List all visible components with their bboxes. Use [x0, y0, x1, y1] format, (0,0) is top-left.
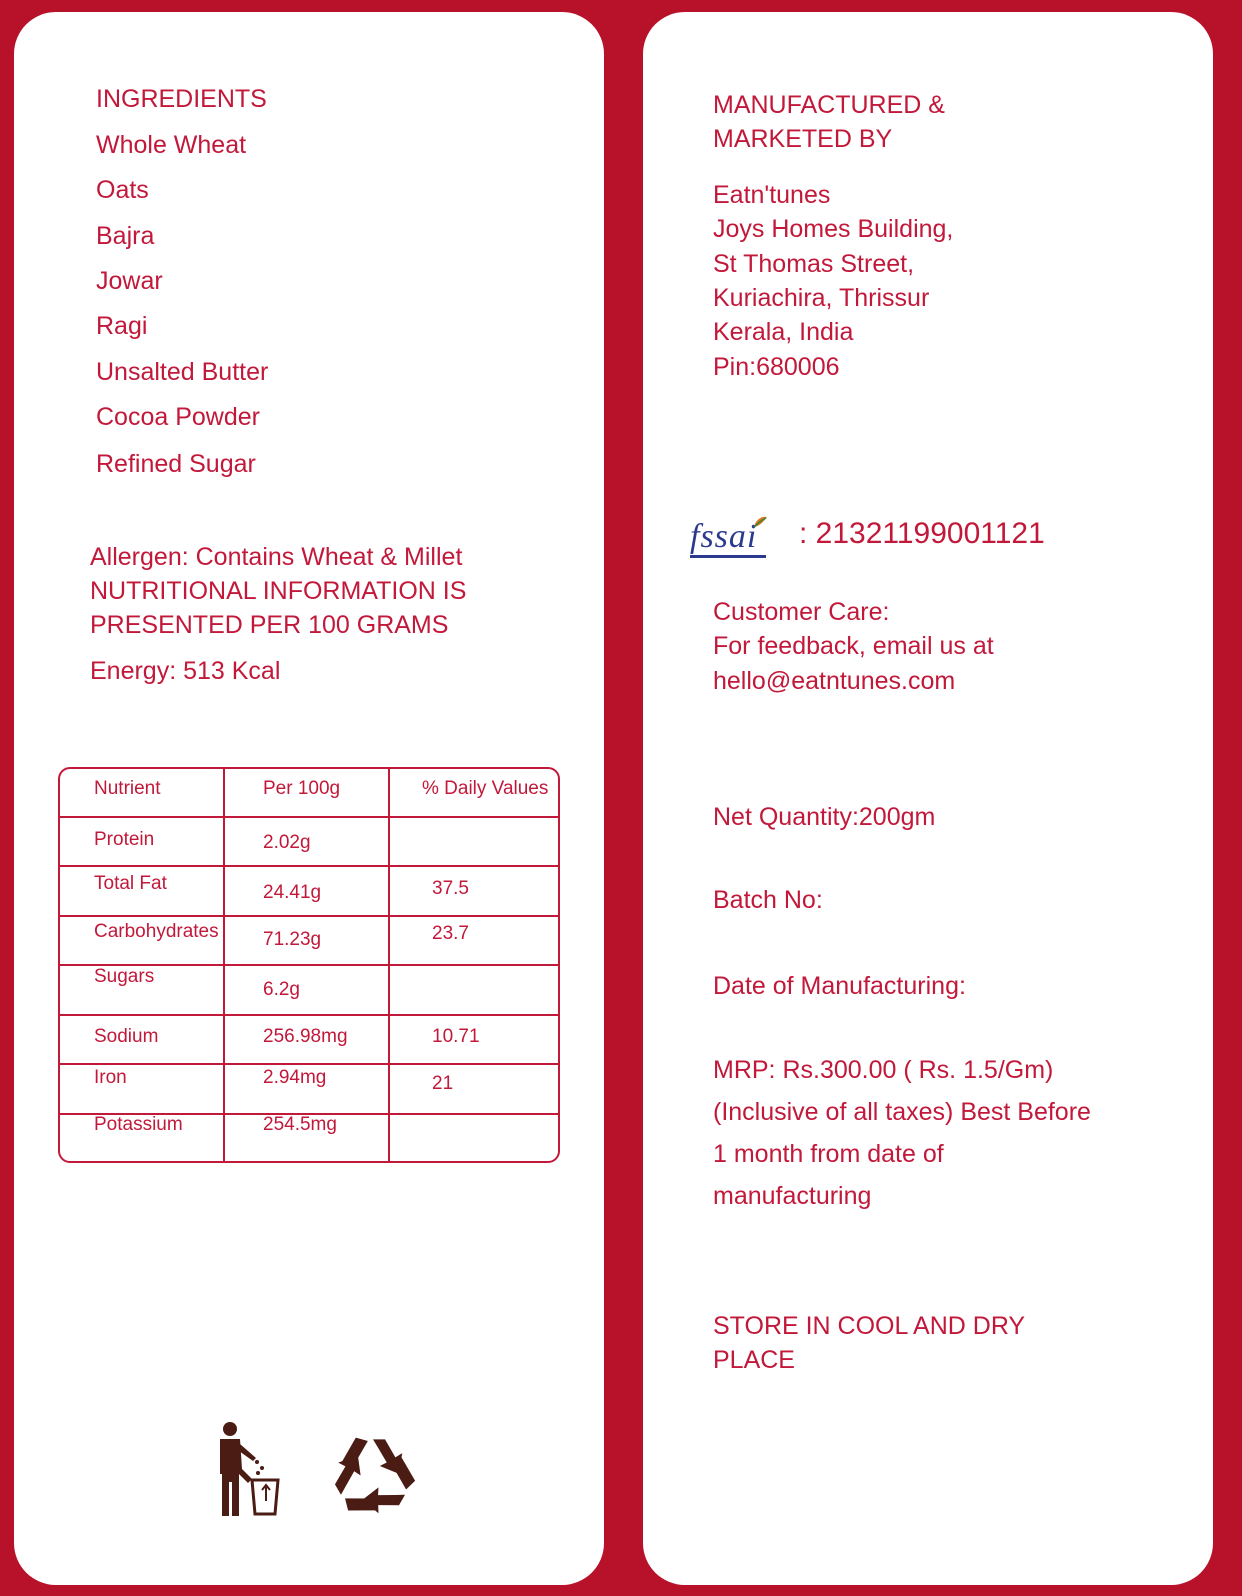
ingredient-item: Ragi [96, 312, 148, 340]
mrp-line: manufacturing [713, 1182, 872, 1210]
fssai-logo-text: fssai [690, 518, 758, 555]
table-cell-nutrient: Sodium [94, 1026, 159, 1047]
table-cell-daily-value: 37.5 [432, 878, 469, 899]
table-cell-amount: 2.94mg [263, 1067, 327, 1088]
ingredient-item: Whole Wheat [96, 131, 247, 159]
left-panel [14, 12, 604, 1585]
ingredient-item: Refined Sugar [96, 450, 256, 478]
customer-care-email: hello@eatntunes.com [713, 667, 956, 695]
manufacturer-heading-line: MARKETED BY [713, 125, 893, 153]
table-cell-nutrient: Protein [94, 829, 155, 850]
fssai-leaf-icon [752, 515, 768, 529]
ingredient-item: Bajra [96, 222, 155, 250]
table-cell-nutrient: Total Fat [94, 873, 167, 894]
address-line: Joys Homes Building, [713, 215, 954, 243]
ingredient-item: Unsalted Butter [96, 358, 269, 386]
fssai-logo [690, 515, 772, 563]
table-cell-nutrient: Iron [94, 1067, 127, 1088]
address-line: St Thomas Street, [713, 250, 915, 278]
ingredient-item: Jowar [96, 267, 163, 295]
table-cell-daily-value: 23.7 [432, 923, 469, 944]
table-cell-amount: 256.98mg [263, 1026, 348, 1047]
address-line: Pin:680006 [713, 353, 840, 381]
mrp-line: (Inclusive of all taxes) Best Before [713, 1098, 1091, 1126]
storage-instruction-line: STORE IN COOL AND DRY [713, 1312, 1026, 1340]
address-line: Kuriachira, Thrissur [713, 284, 930, 312]
table-header-daily-values: % Daily Values [422, 778, 549, 799]
table-cell-amount: 24.41g [263, 882, 322, 903]
ingredient-item: Oats [96, 176, 149, 204]
recycle-icon [330, 1429, 416, 1515]
energy-value: Energy: 513 Kcal [90, 657, 281, 685]
table-header-per-100g: Per 100g [263, 778, 341, 799]
table-cell-nutrient: Sugars [94, 966, 155, 987]
table-cell-amount: 254.5mg [263, 1114, 337, 1135]
ingredient-item: Cocoa Powder [96, 403, 260, 431]
address-line: Eatn'tunes [713, 181, 831, 209]
table-cell-amount: 6.2g [263, 979, 300, 1000]
table-cell-nutrient: Carbohydrates [94, 921, 219, 942]
table-cell-amount: 71.23g [263, 929, 322, 950]
ingredients-heading: INGREDIENTS [96, 85, 267, 113]
dispose-in-bin-icon [210, 1422, 286, 1518]
nutrition-note-line: PRESENTED PER 100 GRAMS [90, 611, 449, 639]
table-cell-nutrient: Potassium [94, 1114, 183, 1135]
address-line: Kerala, India [713, 318, 854, 346]
manufacturing-date: Date of Manufacturing: [713, 972, 966, 1000]
fssai-license-number: : 21321199001121 [799, 517, 1045, 550]
table-cell-amount: 2.02g [263, 832, 311, 853]
customer-care-line: For feedback, email us at [713, 632, 994, 660]
nutrition-note-line: NUTRITIONAL INFORMATION IS [90, 577, 467, 605]
customer-care-line: Customer Care: [713, 598, 890, 626]
net-quantity: Net Quantity:200gm [713, 803, 936, 831]
right-panel [643, 12, 1213, 1585]
mrp-line: 1 month from date of [713, 1140, 944, 1168]
manufacturer-heading-line: MANUFACTURED & [713, 91, 945, 119]
table-header-nutrient: Nutrient [94, 778, 161, 799]
mrp-line: MRP: Rs.300.00 ( Rs. 1.5/Gm) [713, 1056, 1054, 1084]
nutrition-table [58, 767, 560, 1163]
table-cell-daily-value: 10.71 [432, 1026, 480, 1047]
batch-number: Batch No: [713, 886, 823, 914]
table-cell-daily-value: 21 [432, 1073, 454, 1094]
allergen-statement: Allergen: Contains Wheat & Millet [90, 543, 463, 571]
storage-instruction-line: PLACE [713, 1346, 795, 1374]
